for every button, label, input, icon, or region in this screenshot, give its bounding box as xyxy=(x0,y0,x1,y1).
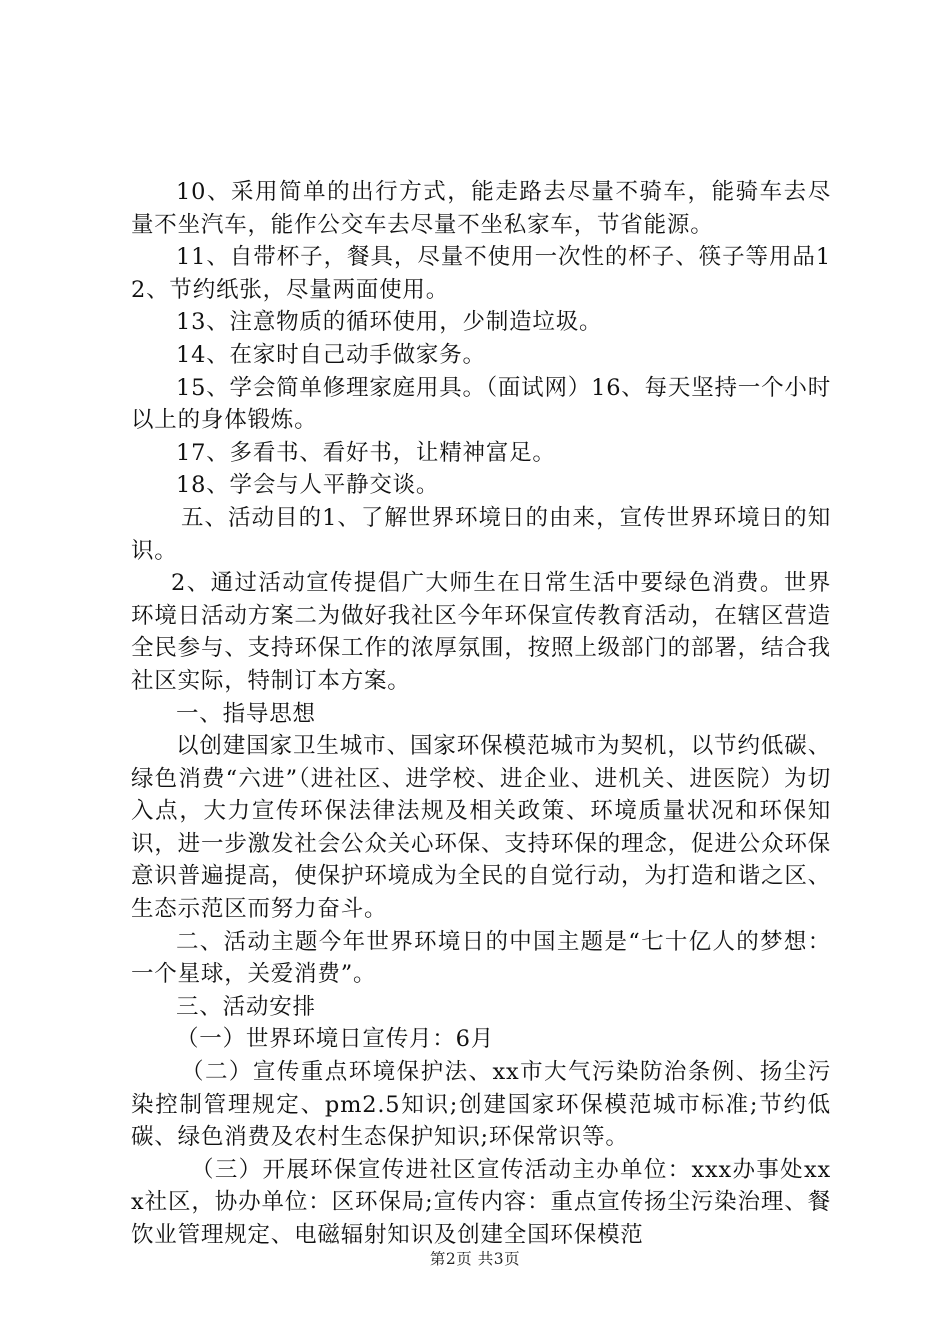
paragraph-purpose-2-plan-two: 2、通过活动宣传提倡广大师生在日常生活中要绿色消费。世界环境日活动方案二为做好我社区今年环保宣传教育活动，在辖区营造全民参与、支持环保工作的浓厚氛围，按照上级部门的部署，结合我社区实际，特制订本方案。 xyxy=(131,570,831,694)
paragraph-18-conversation: 18、学会与人平静交谈。 xyxy=(176,472,440,499)
paragraph-arrangement-1-month: （一）世界环境日宣传月：6月 xyxy=(176,1026,495,1053)
paragraph-arrangement-3-community: （三）开展环保宣传进社区宣传活动主办单位：xxx办事处xxx社区，协办单位：区环保局;宣传内容：重点宣传扬尘污染治理、餐饮业管理规定、电磁辐射知识及创建全国环保模范 xyxy=(131,1156,831,1248)
document-body xyxy=(131,176,831,1252)
paragraph-11-12-cups-paper: 11、自带杯子，餐具，尽量不使用一次性的杯子、筷子等用品12、节约纸张，尽量两面使用。 xyxy=(131,244,831,303)
paragraph-14-housework: 14、在家时自己动手做家务。 xyxy=(176,341,486,368)
paragraph-15-16-repair-exercise: 15、学会简单修理家庭用具。（面试网）16、每天坚持一个小时以上的身体锻炼。 xyxy=(131,374,832,434)
heading-activity-arrangement: 三、活动安排 xyxy=(176,993,316,1020)
heading-guiding-thought: 一、指导思想 xyxy=(176,700,316,727)
paragraph-17-reading: 17、多看书、看好书，让精神富足。 xyxy=(176,439,556,466)
paragraph-guiding-thought: 以创建国家卫生城市、国家环保模范城市为契机，以节约低碳、绿色消费“六进”（进社区、进学校、进企业、进机关、进医院）为切入点，大力宣传环保法律法规及相关政策、环境质量状况和环保知识，进一步激发社会公众关心环保、支持环保的理念，促进公众环保意识普遍提高，使保护环境成为全民的自觉行动，为打造和谐之区、生态示范区而努力奋斗。 xyxy=(131,733,831,923)
paragraph-activity-theme: 二、活动主题今年世界环境日的中国主题是“七十亿人的梦想：一个星球，关爱消费”。 xyxy=(131,928,831,988)
paragraph-arrangement-2-focus: （二）宣传重点环境保护法、xx市大气污染防治条例、扬尘污染控制管理规定、pm2.5知识;创建国家环保模范城市标准;节约低碳、绿色消费及农村生态保护知识;环保常识等。 xyxy=(131,1059,831,1151)
paragraph-13-recycle: 13、注意物质的循环使用，少制造垃圾。 xyxy=(176,309,603,336)
paragraph-10-travel: 10、采用简单的出行方式，能走路去尽量不骑车，能骑车去尽量不坐汽车，能作公交车去尽量不坐私家车，节省能源。 xyxy=(131,179,831,238)
page-number-footer: 第2页 共3页 xyxy=(429,1250,521,1268)
paragraph-section-5-purpose: 五、活动目的1、了解世界环境日的由来，宣传世界环境日的知识。 xyxy=(131,504,831,564)
